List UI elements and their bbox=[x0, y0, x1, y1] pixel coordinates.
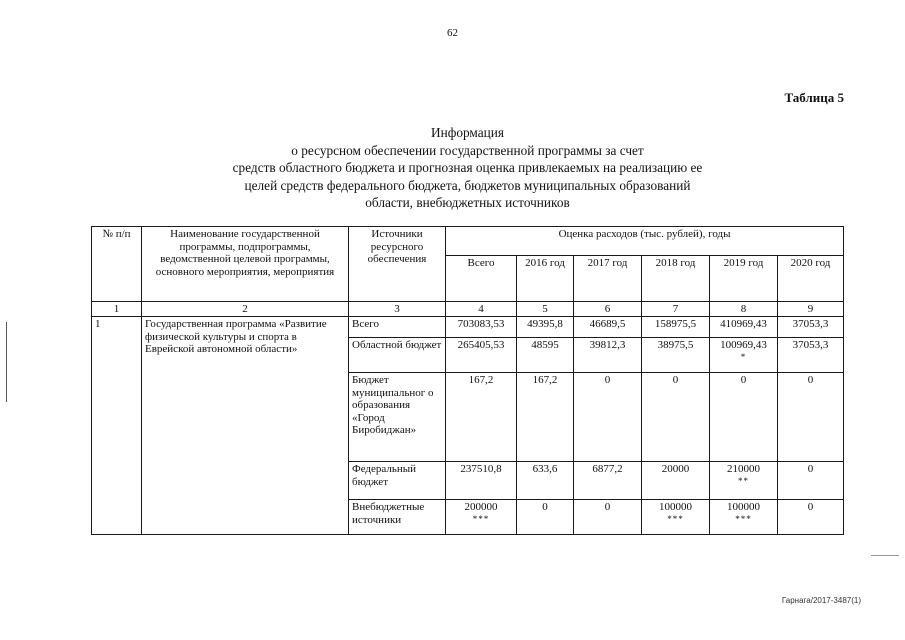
value-2016-cell: 48595 bbox=[517, 338, 574, 373]
header-source: Источники ресурсного обеспечения bbox=[349, 227, 446, 302]
column-number: 8 bbox=[710, 302, 778, 317]
header-name: Наименование государственной программы, подпрограммы, ведомственной целевой программы, основного мероприятия, мероприятия bbox=[142, 227, 349, 302]
total-cell: 237510,8 bbox=[446, 462, 517, 500]
value-2020-cell: 37053,3 bbox=[778, 338, 844, 373]
value-2018-cell: 100000 *** bbox=[642, 500, 710, 535]
program-number: 1 bbox=[92, 317, 142, 535]
column-number: 5 bbox=[517, 302, 574, 317]
column-number: 6 bbox=[574, 302, 642, 317]
column-number: 9 bbox=[778, 302, 844, 317]
value-2020-cell: 0 bbox=[778, 500, 844, 535]
column-number: 1 bbox=[92, 302, 142, 317]
source-cell: Бюджет муниципальног о образования «Город Биробиджан» bbox=[349, 373, 446, 462]
value-2017-cell: 39812,3 bbox=[574, 338, 642, 373]
total-cell: 167,2 bbox=[446, 373, 517, 462]
value-2016-cell: 633,6 bbox=[517, 462, 574, 500]
header-year: 2017 год bbox=[574, 256, 642, 302]
column-number: 3 bbox=[349, 302, 446, 317]
value-2017-cell: 46689,5 bbox=[574, 317, 642, 338]
total-cell: 703083,53 bbox=[446, 317, 517, 338]
header-total: Всего bbox=[446, 256, 517, 302]
page-number: 62 bbox=[447, 27, 458, 39]
title-line: о ресурсном обеспечении государственной программы за счет bbox=[291, 142, 644, 158]
source-cell: Внебюджетные источники bbox=[349, 500, 446, 535]
column-number: 4 bbox=[446, 302, 517, 317]
value-2018-cell: 38975,5 bbox=[642, 338, 710, 373]
value-2020-cell: 37053,3 bbox=[778, 317, 844, 338]
title-line: Информация bbox=[430, 125, 504, 140]
value-2019-cell: 100000 *** bbox=[710, 500, 778, 535]
value-2018-cell: 20000 bbox=[642, 462, 710, 500]
value-2020-cell: 0 bbox=[778, 373, 844, 462]
source-cell: Областной бюджет bbox=[349, 338, 446, 373]
total-cell: 265405,53 bbox=[446, 338, 517, 373]
value-2019-cell: 410969,43 bbox=[710, 317, 778, 338]
value-2016-cell: 49395,8 bbox=[517, 317, 574, 338]
value-2019-cell: 100969,43 * bbox=[710, 338, 778, 373]
header-year: 2018 год bbox=[642, 256, 710, 302]
title-line: средств областного бюджета и прогнозная оценка привлекаемых на реализацию ее bbox=[232, 160, 703, 175]
column-number: 7 bbox=[642, 302, 710, 317]
header-year: 2019 год bbox=[710, 256, 778, 302]
document-title bbox=[150, 124, 785, 212]
header-estimate: Оценка расходов (тыс. рублей), годы bbox=[446, 227, 844, 256]
source-cell: Всего bbox=[349, 317, 446, 338]
total-cell: 200000 *** bbox=[446, 500, 517, 535]
header-num: № п/п bbox=[92, 227, 142, 302]
resource-table bbox=[91, 226, 844, 535]
program-name: Государственная программа «Развитие физической культуры и спорта в Еврейской автономной области» bbox=[142, 317, 349, 535]
header-year: 2020 год bbox=[778, 256, 844, 302]
title-line: целей средств федерального бюджета, бюджетов муниципальных образований bbox=[244, 177, 691, 193]
value-2020-cell: 0 bbox=[778, 462, 844, 500]
value-2017-cell: 6877,2 bbox=[574, 462, 642, 500]
column-number: 2 bbox=[142, 302, 349, 317]
source-cell: Федеральный бюджет bbox=[349, 462, 446, 500]
table-label: Таблица 5 bbox=[784, 90, 844, 105]
footer-code: Гарнага/2017-3487(1) bbox=[781, 596, 861, 605]
value-2019-cell: 0 bbox=[710, 373, 778, 462]
scan-mark bbox=[6, 322, 7, 402]
value-2018-cell: 158975,5 bbox=[642, 317, 710, 338]
value-2016-cell: 167,2 bbox=[517, 373, 574, 462]
table-row bbox=[92, 317, 844, 338]
value-2019-cell: 210000 ** bbox=[710, 462, 778, 500]
value-2017-cell: 0 bbox=[574, 373, 642, 462]
value-2016-cell: 0 bbox=[517, 500, 574, 535]
scan-mark bbox=[871, 555, 899, 556]
header-row bbox=[92, 227, 844, 256]
header-year: 2016 год bbox=[517, 256, 574, 302]
value-2018-cell: 0 bbox=[642, 373, 710, 462]
column-number-row bbox=[92, 302, 844, 317]
title-line: области, внебюджетных источников bbox=[365, 195, 570, 210]
value-2017-cell: 0 bbox=[574, 500, 642, 535]
